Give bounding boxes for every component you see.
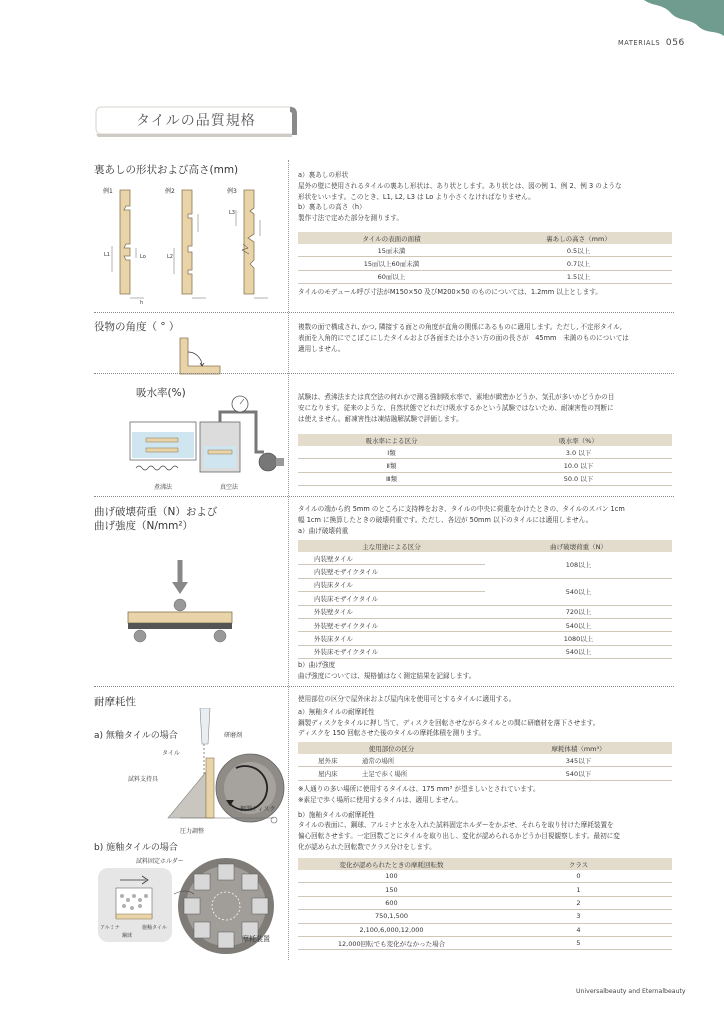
back-foot-diagram bbox=[96, 184, 286, 310]
footer-tagline: Universalbeauty and Eternalbeauty bbox=[576, 988, 686, 995]
s1-text: a）裏あしの形状 屋外の壁に使用されるタイルの裏あし形状は、あり状とします。あり状とは、図の例 1、例 2、例 3 のような 形状をいいます。このとき、L1, L2, L3 は Lo より小さくなければなりません。 b）裏あしの高さ（h） 製作寸法で定めた部分を測ります。 bbox=[298, 171, 622, 223]
divider-2 bbox=[94, 373, 674, 374]
s2-text: 複数の面で構成され, かつ, 隣接する面との角度が直角の関係にあるものに適用します。ただし, 不定形タイル, 表面を入角的にでこぼこにしたタイルおよび各面または小さい方の面の長さが 45mm 未満のものについては 適用しません。 bbox=[298, 323, 629, 353]
page-number: 056 bbox=[665, 38, 685, 48]
section-title-bending-2: 曲げ強度（N/mm²） bbox=[94, 520, 194, 532]
bending-diagram bbox=[126, 558, 236, 648]
label-holder: 試料支持具 bbox=[128, 776, 159, 783]
s4-text-b: b）曲げ強度 曲げ強度については、規格値はなく測定結果を記録します。 bbox=[298, 661, 476, 680]
bending-table: 主な用途による区分 曲げ破壊荷重（N） 内装壁タイル 108以上 内装壁モザイクタイル 内装床タイル 540以上 内装床モザイクタイル 外装壁タイル 720以上 外装壁モザイクタイル 540以上 外装床タイル 1080以上 外装床モザイクタイル 540以上 bbox=[298, 540, 672, 659]
label-l1: L1 bbox=[104, 252, 110, 258]
label-tile: タイル bbox=[162, 750, 180, 757]
caption-vacuum: 真空法 bbox=[220, 484, 239, 491]
divider-1 bbox=[94, 312, 674, 313]
s1-note: タイルのモデュール呼び寸法がM150×50 及びM200×50 のものについては、1.2mm 以上とします。 bbox=[298, 288, 602, 296]
corner-decoration bbox=[644, 0, 724, 40]
label-grind: 研磨剤 bbox=[224, 732, 243, 739]
label-ball: 鋼球 bbox=[122, 933, 133, 939]
section-title-angle: 役物の角度（ ° ） bbox=[94, 321, 180, 333]
section-title-abrasion: 耐摩耗性 bbox=[94, 696, 136, 708]
absorption-diagram bbox=[126, 392, 286, 488]
divider-3 bbox=[94, 496, 674, 497]
section-title-absorption: 吸水率(%) bbox=[136, 387, 186, 399]
unglazed-abrasion-table: 使用部位の区分 摩耗体積（mm³） 屋外床 通常の場所 345以下 屋内床 土足で歩く場所 540以下 bbox=[298, 742, 672, 781]
label-disc: 鋼製ディスク bbox=[240, 806, 276, 813]
label-fix-holder: 試料固定ホルダー bbox=[136, 858, 184, 865]
column-divider bbox=[288, 160, 289, 960]
subtitle-unglazed: a) 無釉タイルの場合 bbox=[94, 731, 178, 741]
subtitle-glazed: b) 施釉タイルの場合 bbox=[94, 843, 178, 853]
label-press: 圧力調整 bbox=[180, 828, 205, 835]
label-glazed-tile: 施釉タイル bbox=[142, 925, 167, 931]
section-name: MATERIALS bbox=[618, 39, 661, 47]
s3-text: 試験は、煮沸法または真空法の何れかで測る強制吸水率で、素地が緻密かどうか、気孔が多いかどうかの目 安になります。従来のような、自然状態でどれだけ吸水するかという試験ではないため、耐凍害性の判断に は使えません。耐凍害性は凍結融解試験で評価します。 bbox=[298, 393, 615, 423]
section-title-bending-1: 曲げ破壊荷重（N）および bbox=[94, 506, 218, 518]
back-foot-table: タイルの表面の面積 裏あしの高さ（mm） 15㎠未満 0.5以上 15㎠以上60㎠未満 0.7以上 60㎠以上 1.5以上 bbox=[298, 232, 672, 284]
divider-4 bbox=[94, 686, 674, 687]
running-header bbox=[618, 38, 685, 48]
label-h: h bbox=[140, 300, 144, 306]
label-l2: L2 bbox=[167, 254, 173, 260]
label-device: 摩耗装置 bbox=[242, 935, 270, 943]
label-alumina: アルミナ bbox=[100, 925, 120, 931]
label-l3: L3 bbox=[229, 210, 235, 216]
s4-text: タイルの端から約 5mm のところに支持棒をおき、タイルの中央に荷重をかけたときの、タイルのスパン 1cm 幅 1cm に換算したときの破壊荷重です。ただし、各辺が 50mm 以下のタイルには適用しません。 a）曲げ破壊荷重 bbox=[298, 505, 625, 535]
section-title-back-foot: 裏あしの形状および高さ(mm) bbox=[94, 164, 239, 176]
s5-text: 使用部位の区分で屋外床および屋内床を使用可とするタイルに適用する。 a）無釉タイルの耐摩耗性 鋼製ディスクをタイルに押し当て、ディスクを回転させながらタイルとの間に研磨材を落下させます。 ディスクを 150 回転させた後のタイルの摩耗体積を測ります。 bbox=[298, 695, 600, 738]
glazed-abrasion-table: 変化が認められたときの摩耗回転数 クラス 100 0 150 1 600 2 750,1,500 3 2,100,6,000,12,000 4 12,000回転でも変化がなかった場合 5 bbox=[298, 858, 672, 950]
label-ex1: 例1 bbox=[103, 188, 113, 195]
label-ex3: 例3 bbox=[227, 188, 237, 195]
s5-notes: ※人通りの多い場所に使用するタイルは、175 mm³ が望ましいとされています。 ※素足で歩く場所に使用するタイルは、適用しません。 b）施釉タイルの耐摩耗性 タイルの表面に、鋼球、アルミナと水を入れた試料固定ホルダーをかぶせ、それらを取り付けた摩耗装置を 偏心回転させます。一定回数ごとにタイルを取り出し、変化が認められるかどうか目視観察します。最初に変 化が認められた回転数でクラス分けをします。 bbox=[298, 785, 620, 851]
angle-diagram bbox=[176, 336, 226, 376]
absorption-table: 吸水率による区分 吸水率（%） Ⅰ類 3.0 以下 Ⅱ類 10.0 以下 Ⅲ類 50.0 以下 bbox=[298, 434, 672, 486]
label-ex2: 例2 bbox=[165, 188, 175, 195]
page-title: タイルの品質規格 bbox=[136, 113, 256, 129]
label-lo: Lo bbox=[140, 254, 146, 260]
caption-boiling: 煮沸法 bbox=[154, 484, 173, 491]
